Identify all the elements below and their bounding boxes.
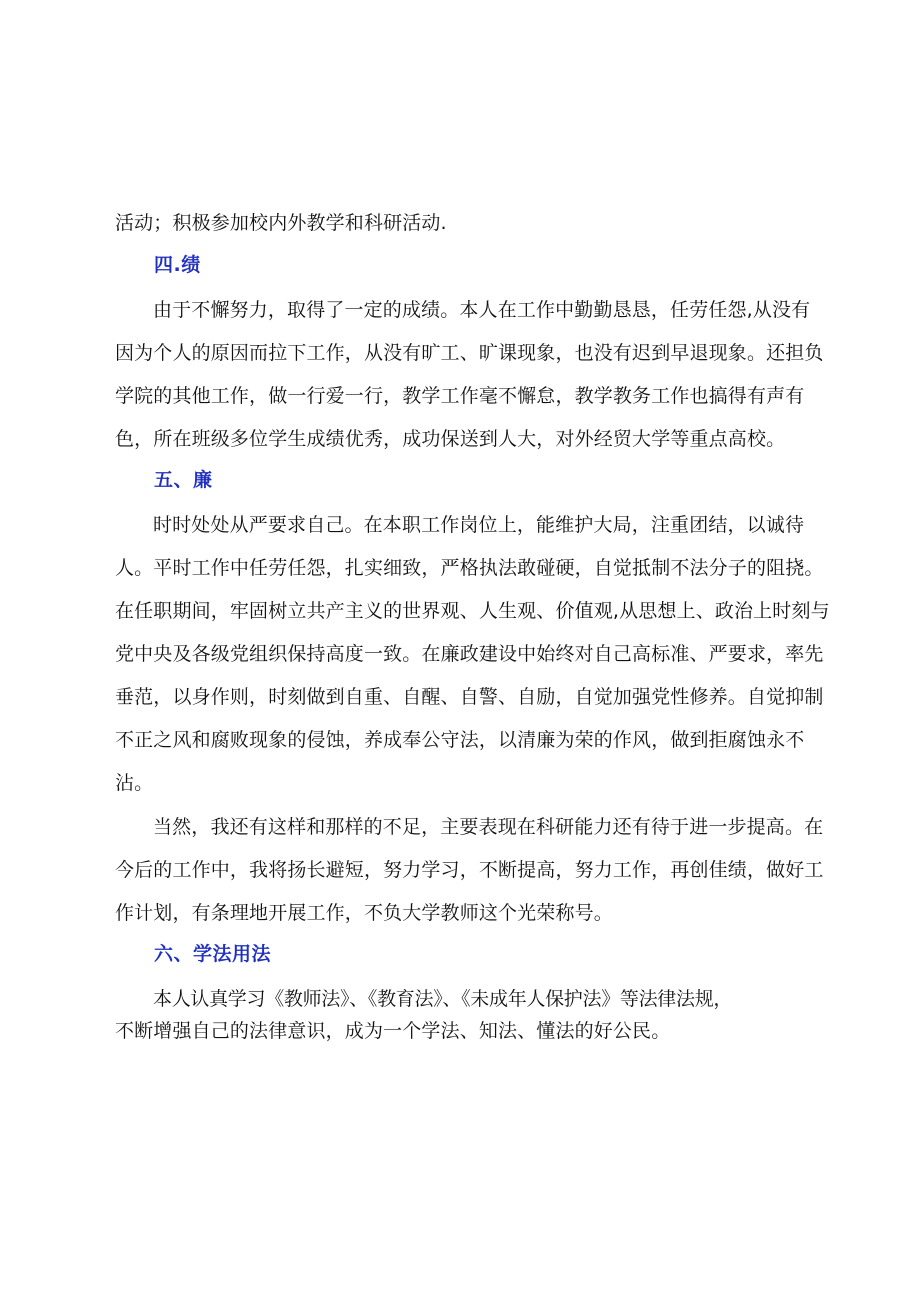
intro-line-1: 活动；积极参加校内外教学和科研活动. [115,212,447,234]
closing-line-2: 今后的工作中，我将扬长避短，努力学习，不断提高，努力工作，再创佳绩，做好工 [115,859,824,881]
section-4-line-4: 色，所在班级多位学生成绩优秀，成功保送到人大，对外经贸大学等重点高校。 [115,428,786,450]
section-5-line-4: 党中央及各级党组织保持高度一致。在廉政建设中始终对自己高标准、严要求，率先 [115,643,824,665]
section-4-heading: 四.绩 [154,254,201,276]
section-5-line-7: 沾。 [115,772,154,794]
section-6-line-2: 不断增强自己的法律意识，成为一个学法、知法、懂法的好公民。 [115,1020,671,1042]
closing-line-1: 当然，我还有这样和那样的不足，主要表现在科研能力还有待于进一步提高。在 [153,816,824,838]
section-5-line-6: 不正之风和腐败现象的侵蚀，养成奉公守法，以清廉为荣的作风，做到拒腐蚀永不 [115,729,805,751]
closing-line-3: 作计划，有条理地开展工作，不负大学教师这个光荣称号。 [115,902,613,924]
section-4-line-2: 因为个人的原因而拉下工作，从没有旷工、旷课现象，也没有迟到早退现象。还担负 [115,342,824,364]
section-6-line-1: 本人认真学习《教师法》、《教育法》、《未成年人保护法》等法律法规， [153,988,733,1010]
section-4-line-3: 学院的其他工作，做一行爱一行，教学工作毫不懈怠，教学教务工作也搞得有声有 [115,385,805,407]
section-5-line-5: 垂范，以身作则，时刻做到自重、自醒、自警、自励，自觉加强党性修养。自觉抑制 [115,686,824,708]
section-5-line-3: 在任职期间，牢固树立共产主义的世界观、人生观、价值观,从思想上、政治上时刻与 [115,600,830,622]
section-5-line-2: 人。平时工作中任劳任怨，扎实细致，严格执法敢碰硬，自觉抵制不法分子的阻挠。 [115,557,824,579]
section-6-heading: 六、学法用法 [154,943,272,965]
section-5-heading: 五、廉 [154,469,213,491]
section-5-line-1: 时时处处从严要求自己。在本职工作岗位上，能维护大局，注重团结，以诚待 [153,514,805,536]
section-4-line-1: 由于不懈努力，取得了一定的成绩。本人在工作中勤勤恳恳，任劳任怨,从没有 [153,299,811,321]
